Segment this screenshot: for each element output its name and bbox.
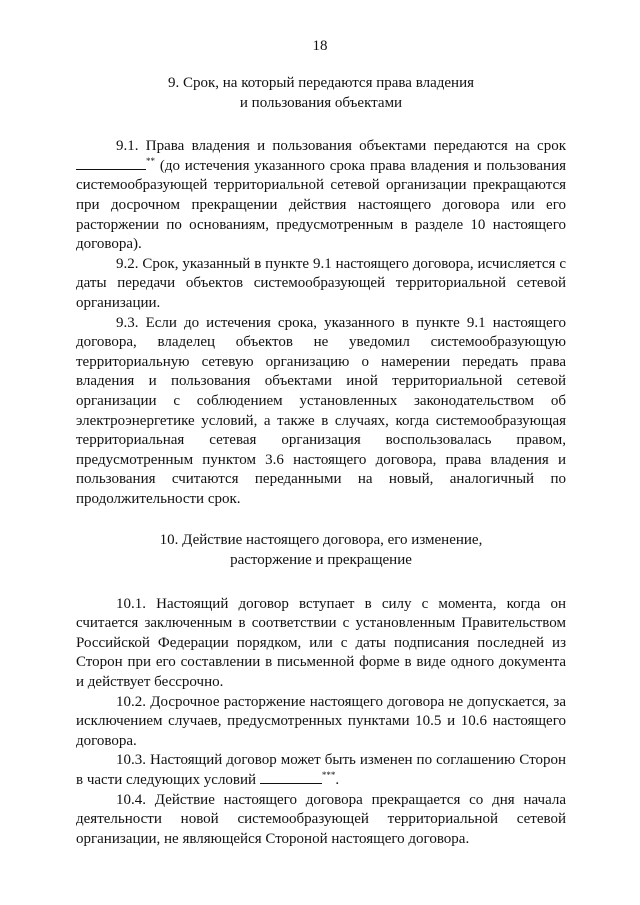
paragraph-10-3: [76, 751, 566, 790]
section-10-heading: [76, 531, 566, 570]
paragraph-10-3-start: 10.3. Настоящий договор может быть изменен по соглашению Сторон в части следующих условий: [76, 752, 566, 788]
paragraph-9-1: [76, 137, 566, 255]
paragraph-9-2: 9.2. Срок, указанный в пункте 9.1 настоящего договора, исчисляется с даты передачи объектов системообразующей территориальной сетевой организации.: [76, 255, 566, 311]
footnote-mark-double: **: [146, 155, 155, 166]
section-9-title-line-2: и пользования объектами: [239, 94, 403, 111]
paragraph-9-3: 9.3. Если до истечения срока, указанного в пункте 9.1 настоящего договора, владелец объектов не уведомил системообразующую территориальную сетевую организацию о намерении передать права владения и пользования объектами иной территориальной сетевой организации с соблюдением установленных законодательством об электроэнергетике условий, а также в случаях, когда системообразующая территориальная сетевая организация воспользовалась правом, предусмотренным пунктом 3.6 настоящего договора, права владения и пользования считаются переданными на новый, аналогичный по продолжительности срок.: [76, 314, 566, 507]
paragraph-10-1: 10.1. Настоящий договор вступает в силу с момента, когда он считается заключенным в соответствии с установленным Правительством Российской Федерации порядком, или с даты подписания последней из Сторон при его составлении в письменной форме в виде одного документа и действует бессрочно.: [76, 595, 566, 691]
section-9-title-line-1: 9. Срок, на который передаются права владения: [167, 75, 474, 91]
paragraph-10-4: 10.4. Действие настоящего договора прекращается со дня начала деятельности новой системообразующей территориальной сетевой организации, не являющейся Стороной настоящего договора.: [76, 791, 566, 847]
paragraph-9-1-start: 9.1. Права владения и пользования объектами передаются на срок: [116, 138, 566, 155]
conditions-blank-line: [260, 771, 322, 784]
paragraph-10-3-end: .: [335, 772, 340, 788]
term-blank-line: [76, 157, 146, 170]
section-9-heading: [76, 74, 566, 113]
paragraph-10-2: 10.2. Досрочное расторжение настоящего договора не допускается, за исключением случаев, предусмотренных пунктами 10.5 и 10.6 настоящего договора.: [76, 693, 566, 749]
document-body: [76, 74, 566, 849]
section-10-title-line-2: расторжение и прекращение: [230, 552, 412, 569]
paragraph-9-1-end: (до истечения указанного срока права владения и пользования системообразующей территориальной сетевой организации прекращаются при досрочном прекращении действия настоящего договора или его расторжении по основаниям, предусмотренным в разделе 10 настоящего договора).: [76, 157, 566, 253]
footnote-mark-triple: ***: [321, 770, 336, 780]
page-number: 18: [312, 38, 328, 54]
section-10-title-line-1: 10. Действие настоящего договора, его изменение,: [159, 532, 483, 549]
